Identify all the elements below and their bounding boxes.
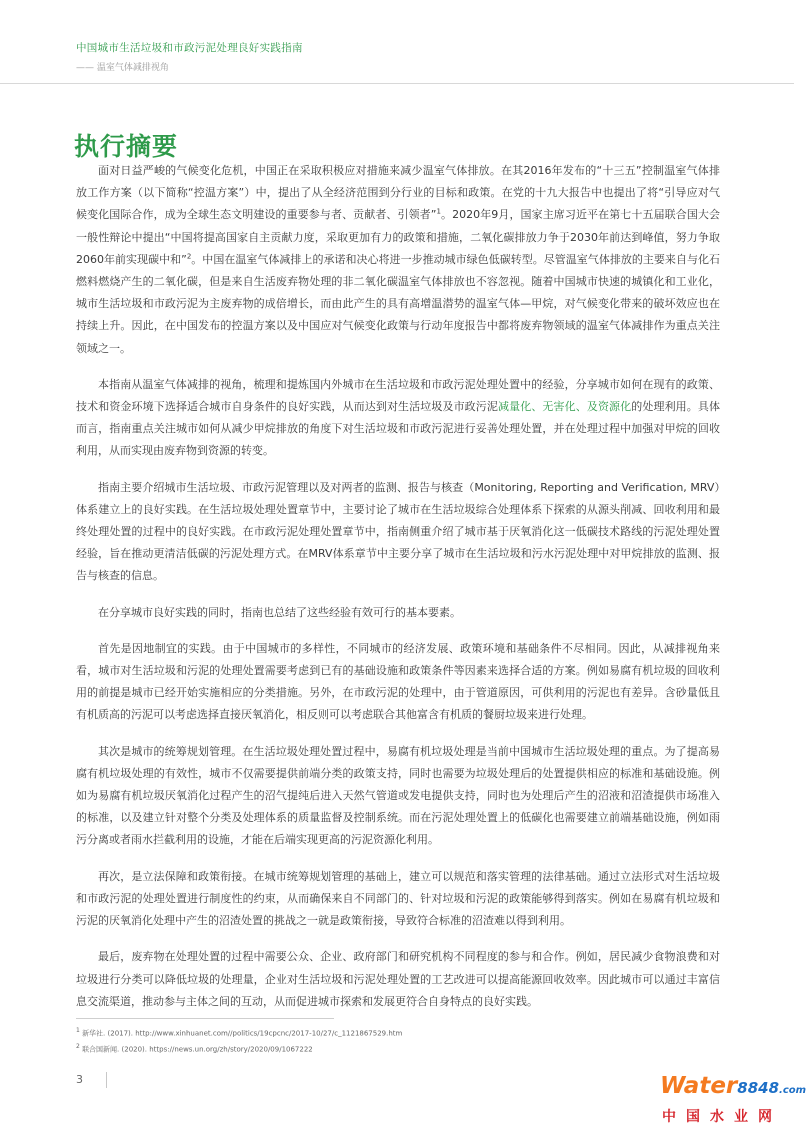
- footnote-ref-2[interactable]: 2: [186, 252, 192, 261]
- footnote-1: $^1$ 新华社. (2017). http://www.xinhuanet.com//politics/19cpcnc/2017-10/27/c_1121867529.htm: [76, 1027, 403, 1038]
- paragraph-intro: 面对日益严峻的气候变化危机，中国正在采取积极应对措施来减少温室气体排放。在其2016年发布的“十三五”控制温室气体排放工作方案（以下简称“控温方案”）中，提出了从全经济范围到分行业的目标和政策。在党的十九大报告中也提出了将“引导应对气候变化国际合作，成为全球生态文明建设的重要参与者、贡献者、引领者”$^1$。2020年9月，国家主席习近平在第七十五届联合国大会一般性辩论中提出“中国将提高国家自主贡献力度，采取更加有力的政策和措施，二氧化碳排放力争于2030年前达到峰值，努力争取2060年前实现碳中和”$^2$。中国在温室气体减排上的承诺和决心将进一步推动城市绿色低碳转型。尽管温室气体排放的主要来自与化石燃料燃烧产生的二氧化碳，但是来自生活废弃物处理的非二氧化碳温室气体排放也不容忽视。随着中国城市快速的城镇化和工业化，城市生活垃圾和市政污泥为主废弃物的成倍增长，而由此产生的具有高增温潜势的温室气体—甲烷，对气候变化带来的破坏效应也在持续上升。因此，在中国发布的控温方案以及中国应对气候变化政策与行动年度报告中都将废弃物领域的温室气体减排作为重点关注领域之一。: [76, 164, 720, 355]
- highlighted-phrase: 减量化、无害化、及资源化: [498, 400, 632, 414]
- paragraph-summary-intro: 在分享城市良好实践的同时，指南也总结了这些经验有效可行的基本要素。: [98, 605, 461, 619]
- running-header-subtitle: —— 温室气体减排视角: [76, 63, 169, 73]
- running-header-title: 中国城市生活垃圾和市政污泥处理良好实践指南: [76, 42, 303, 54]
- header-divider: [0, 83, 794, 84]
- paragraph-guide-purpose: 本指南从温室气体减排的视角，梳理和提炼国内外城市在生活垃圾和市政污泥处理处置中的经验，分享城市如何在现有的政策、技术和资金环境下选择适合城市自身条件的良好实践，从而达到对生活垃圾及市政污泥减量化、无害化、及资源化的处理利用。具体而言，指南重点关注城市如何从减少甲烷排放的角度下对生活垃圾和市政污泥进行妥善处理处置，并在处理过程中加强对甲烷的回收利用，从而实现由废弃物到资源的转变。: [76, 377, 721, 458]
- footnote-2: $^2$ 联合国新闻. (2020). https://news.un.org/zh/story/2020/09/1067222: [76, 1043, 313, 1054]
- footnote-1-text[interactable]: 新华社. (2017). http://www.xinhuanet.com//politics/19cpcnc/2017-10/27/c_1121867529.htm: [82, 1029, 403, 1038]
- watermark-wordmark: Water8848.com: [660, 1073, 806, 1099]
- footnote-2-text[interactable]: 联合国新闻. (2020). https://news.un.org/zh/story/2020/09/1067222: [82, 1045, 313, 1054]
- paragraph-third-element: 再次，是立法保障和政策衔接。在城市统筹规划管理的基础上，建立可以规范和落实管理的法律基础。通过立法形式对生活垃圾和市政污泥的处理处置进行制度性的约束，从而确保来自不同部门的、针对垃圾和污泥的政策能够得到落实。例如在易腐有机垃圾和污泥的厌氧消化处理中产生的沼渣处置的挑战之一就是政策衔接，导致符合标准的沼渣难以得到利用。: [76, 869, 720, 928]
- footnote-ref-1[interactable]: 1: [436, 207, 441, 216]
- paragraph-fourth-element: 最后，废弃物在处理处置的过程中需要公众、企业、政府部门和研究机构不同程度的参与和合作。例如，居民减少食物浪费和对垃圾进行分类可以降低垃圾的处理量，企业对生活垃圾和污泥处理处置的工艺改进可以提高能源回收效率。因此城市可以通过丰富信息交流渠道，推动参与主体之间的互动，从而促进城市探索和发展更符合自身特点的良好实践。: [76, 950, 720, 1008]
- footnote-divider: [76, 1018, 334, 1019]
- watermark-logo: [660, 1073, 806, 1126]
- paragraph-second-element: 其次是城市的统筹规划管理。在生活垃圾处理处置过程中，易腐有机垃圾处理是当前中国城市生活垃圾处理的重点。为了提高易腐有机垃圾处理的有效性，城市不仅需要提供前端分类的政策支持，同时也需要为垃圾处理后的处置提供相应的标准和基础设施。例如为易腐有机垃圾厌氧消化过程产生的沼气提纯后进入天然气管道或发电提供支持，同时也为处理后产生的沼液和沼渣提供市场准入的标准，以及建立针对整个分类及处理体系的质量监督及控制系统。而在污泥处理处置上的低碳化也需要建立前端基础设施，例如雨污分离或者雨水拦截利用的设施，才能在后端实现更高的污泥资源化利用。: [76, 744, 720, 847]
- watermark-tagline: 中国水业网: [662, 1109, 782, 1125]
- body-text: [76, 160, 720, 1027]
- page-title: 执行摘要: [74, 132, 179, 161]
- paragraph-first-element: 首先是因地制宜的实践。由于中国城市的多样性，不同城市的经济发展、政策环境和基础条件不尽相同。因此，从减排视角来看，城市对生活垃圾和污泥的处理处置需要考虑到已有的基础设施和政策条件等因素来选择合适的方案。例如易腐有机垃圾的回收利用的前提是城市已经开始实施相应的分类措施。另外，在市政污泥的处理中，由于管道原因，可供利用的污泥也有差异。含砂量低且有机质高的污泥可以考虑选择直接厌氧消化，相反则可以考虑联合其他富含有机质的餐厨垃圾来进行处理。: [76, 641, 720, 722]
- page-number: 3: [76, 1073, 83, 1086]
- footnotes: [76, 1024, 716, 1057]
- page-number-divider: [106, 1072, 107, 1088]
- paragraph-guide-content: 指南主要介绍城市生活垃圾、市政污泥管理以及对两者的监测、报告与核查（Monitoring, Reporting and Verification, MRV）体系建立上的良好实践。在生活垃圾处理处置章节中，主要讨论了城市在生活垃圾综合处理体系下探索的从源头削减、回收利用和最终处理处置的过程中的良好实践。在市政污泥处理处置章节中，指南侧重介绍了城市基于厌氧消化这一低碳技术路线的污泥处理处置经验，旨在推动更清洁低碳的污泥处理方式。在MRV体系章节中主要分享了城市在生活垃圾和污水污泥处理中对甲烷排放的监测、报告与核查的信息。: [76, 480, 720, 583]
